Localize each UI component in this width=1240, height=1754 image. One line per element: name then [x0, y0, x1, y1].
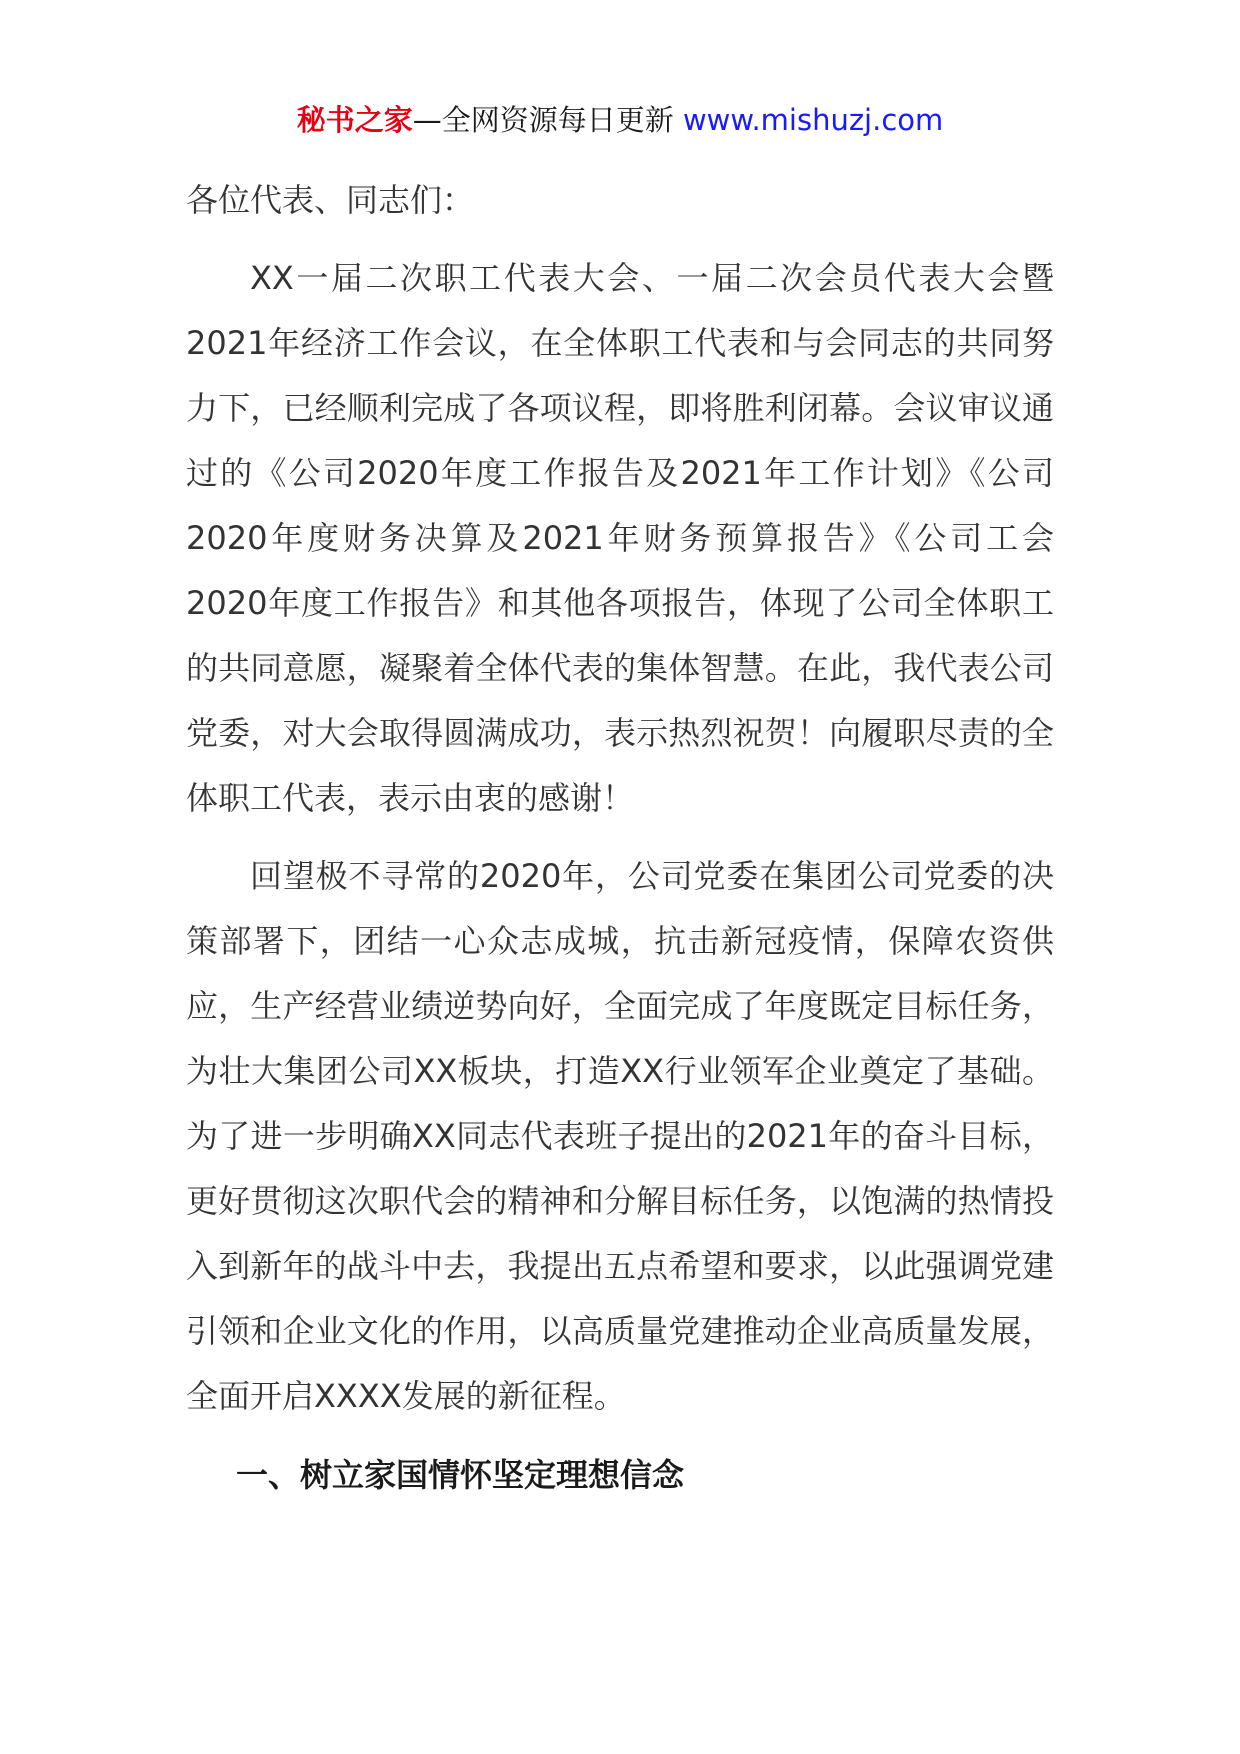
- spacer: [186, 831, 1054, 844]
- spacer: [186, 233, 1054, 246]
- section-heading: 一、树立家国情怀坚定理想信念: [236, 1456, 685, 1494]
- paragraph-review: 回望极不寻常的2020年，公司党委在集团公司党委的决策部署下，团结一心众志成城，抗击新冠疫情，保障农资供应，生产经营业绩逆势向好，全面完成了年度既定目标任务，为壮大集团公司XX板块，打造XX行业领军企业奠定了基础。为了进一步明确XX同志代表班子提出的2021年的奋斗目标，更好贯彻这次职代会的精神和分解目标任务，以饱满的热情投入到新年的战斗中去，我提出五点希望和要求，以此强调党建引领和企业文化的作用，以高质量党建推动企业高质量发展，全面开启XXXX发展的新征程。: [186, 857, 1054, 1415]
- site-header: [0, 98, 1240, 142]
- brand-name: 秘书之家: [296, 103, 413, 137]
- document-body: [186, 168, 1054, 1508]
- salutation: 各位代表、同志们：: [186, 181, 475, 219]
- header-slogan: —全网资源每日更新: [412, 103, 674, 137]
- site-url-link[interactable]: www.mishuzj.com: [682, 103, 944, 137]
- paragraph-opening: XX一届二次职工代表大会、一届二次会员代表大会暨2021年经济工作会议，在全体职工代表和与会同志的共同努力下，已经顺利完成了各项议程，即将胜利闭幕。会议审议通过的《公司2020年度工作报告及2021年工作计划》《公司2020年度财务决算及2021年财务预算报告》《公司工会2020年度工作报告》和其他各项报告，体现了公司全体职工的共同意愿，凝聚着全体代表的集体智慧。在此，我代表公司党委，对大会取得圆满成功，表示热烈祝贺！向履职尽责的全体职工代表，表示由衷的感谢！: [186, 259, 1054, 817]
